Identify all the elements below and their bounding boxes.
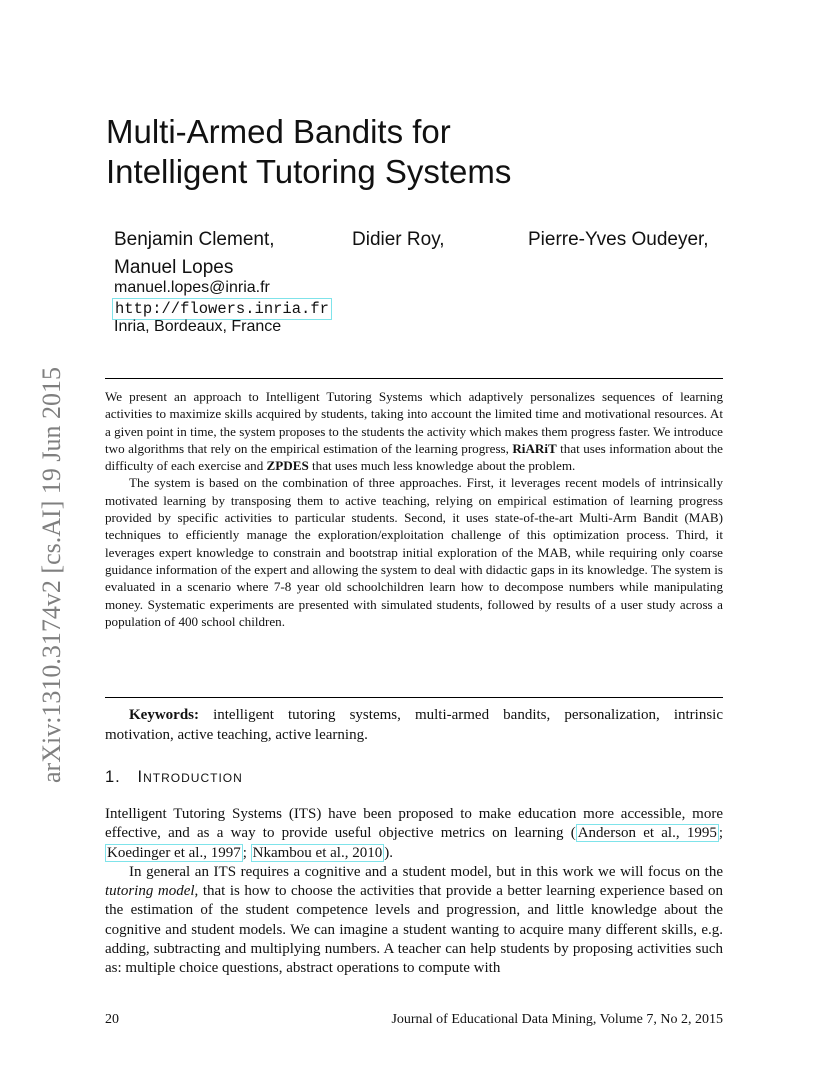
author-name: Benjamin Clement, bbox=[114, 229, 275, 250]
arxiv-identifier-sidebar: arXiv:1310.3174v2 [cs.AI] 19 Jun 2015 bbox=[37, 367, 66, 783]
keywords-label: Keywords: bbox=[129, 707, 199, 723]
title-line-1: Multi-Armed Bandits for bbox=[106, 113, 451, 150]
citation-separator: ; bbox=[242, 844, 251, 861]
abstract-top-rule bbox=[105, 378, 723, 379]
body-text: ). bbox=[384, 844, 393, 861]
journal-footer: Journal of Educational Data Mining, Volume 7, No 2, 2015 bbox=[391, 1012, 723, 1027]
author-name: Didier Roy, bbox=[352, 229, 445, 250]
keywords-text: intelligent tutoring systems, multi-armed bandits, personalization, intrinsic motivation, active teaching, active learning. bbox=[105, 707, 723, 743]
citation-link[interactable]: Anderson et al., 1995 bbox=[577, 825, 717, 842]
section-title: Introduction bbox=[137, 768, 243, 786]
body-text: , that is how to choose the activities that provide a better learning experience based on the estimation of the student competence levels and progression, and little knowledge about the cognitive and student models. We can imagine a student wanting to acquire many different skills, e.g. adding, subtracting and multiplying numbers. A teacher can help students by proposing activities such as: multiple choice questions, abstract operations to compute with bbox=[105, 883, 723, 977]
introduction-body bbox=[105, 805, 723, 979]
body-text: In general an ITS requires a cognitive and a student model, but in this work we will focus on the bbox=[129, 863, 723, 880]
section-number: 1. bbox=[105, 768, 121, 786]
body-paragraph bbox=[105, 805, 723, 863]
author-name: Pierre-Yves Oudeyer, bbox=[528, 229, 709, 250]
section-heading bbox=[105, 768, 243, 787]
body-text: Intelligent Tutoring Systems (ITS) have been proposed to make education more accessible, more effective, and as a way to provide useful objective metrics on learning ( bbox=[105, 806, 723, 842]
citation-link[interactable]: Nkambou et al., 2010 bbox=[252, 844, 383, 861]
algorithm-name-zpdes: ZPDES bbox=[266, 458, 309, 474]
page-number: 20 bbox=[105, 1012, 119, 1027]
author-institution: Inria, Bordeaux, France bbox=[114, 318, 282, 335]
body-paragraph bbox=[105, 863, 723, 979]
title-line-2: Intelligent Tutoring Systems bbox=[106, 153, 512, 190]
abstract-text: that uses information about the difficulty of each exercise and bbox=[105, 440, 723, 474]
abstract-paragraph bbox=[105, 388, 723, 474]
author-email[interactable]: manuel.lopes@inria.fr bbox=[114, 279, 270, 296]
paper-title bbox=[106, 112, 746, 192]
emphasized-term: tutoring model bbox=[105, 883, 195, 900]
citation-separator: ; bbox=[718, 825, 723, 842]
algorithm-name-riarit: RiARiT bbox=[512, 440, 557, 456]
abstract-text: We present an approach to Intelligent Tutoring Systems which adaptively personalizes sequences of learning activities to maximize skills acquired by students, taking into account the limited time and motivational resources. At a given point in time, the system proposes to the students the activity which makes them progress faster. We introduce two algorithms that rely on the empirical estimation of the learning progress, bbox=[105, 389, 723, 456]
keywords bbox=[105, 706, 723, 745]
author-website-link[interactable]: http://flowers.inria.fr bbox=[112, 298, 332, 320]
abstract-text: that uses much less knowledge about the problem. bbox=[308, 458, 576, 474]
abstract-bottom-rule bbox=[105, 697, 723, 698]
abstract bbox=[105, 388, 723, 630]
citation-link[interactable]: Koedinger et al., 1997 bbox=[107, 844, 241, 861]
author-name: Manuel Lopes bbox=[114, 257, 234, 278]
abstract-paragraph: The system is based on the combination of three approaches. First, it leverages recent models of intrinsically motivated learning by transposing them to active teaching, relying on empirical estimation of learning progress provided by specific activities to particular students. Second, it uses state-of-the-art Multi-Arm Bandit (MAB) techniques to efficiently manage the exploration/exploitation challenge of this optimization process. Third, it leverages expert knowledge to constrain and bootstrap initial exploration of the MAB, while requiring only coarse guidance information of the expert and allowing the system to deal with didactic gaps in its knowledge. The system is evaluated in a scenario where 7-8 year old schoolchildren learn how to decompose numbers while manipulating money. Systematic experiments are presented with simulated students, followed by results of a user study across a population of 400 school children. bbox=[105, 475, 723, 629]
